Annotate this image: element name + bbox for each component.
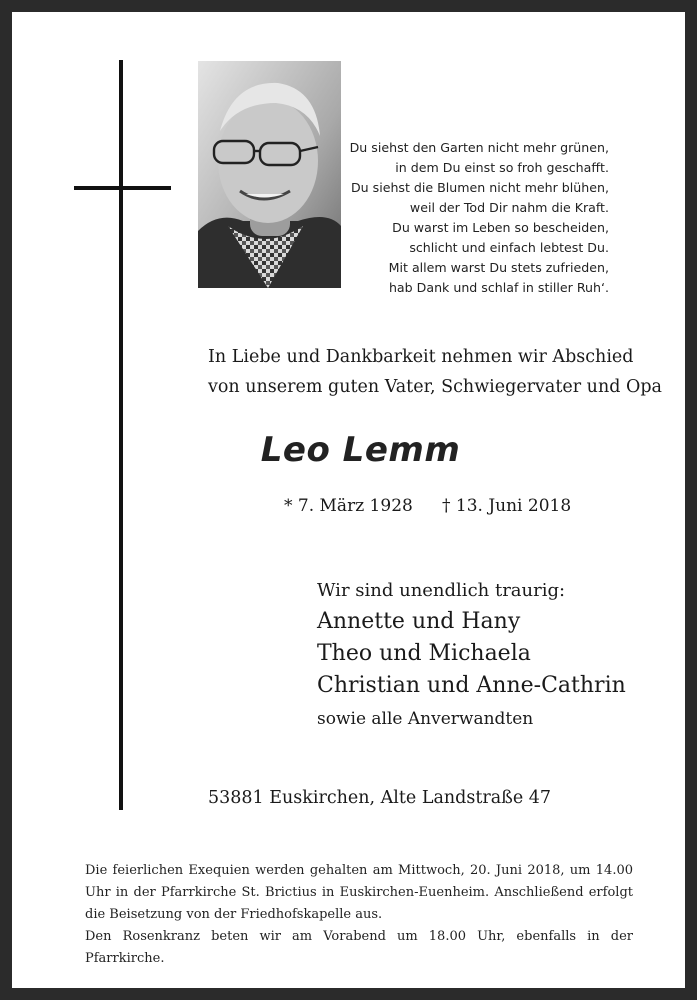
mourners-block [317, 576, 626, 734]
poem-line: weil der Tod Dir nahm die Kraft. [409, 200, 609, 215]
poem-line: in dem Du einst so froh geschafft. [395, 160, 609, 175]
farewell-intro [208, 342, 662, 402]
intro-line-2: von unserem guten Vater, Schwiegervater und Opa [208, 377, 662, 397]
deceased-name: Leo Lemm [260, 430, 461, 470]
poem-line: Mit allem warst Du stets zufrieden, [388, 260, 609, 275]
family-address: 53881 Euskirchen, Alte Landstraße 47 [208, 788, 552, 808]
poem-line: schlicht und einfach lebtest Du. [409, 240, 609, 255]
poem-line: Du siehst die Blumen nicht mehr blühen, [350, 180, 609, 195]
poem [279, 138, 609, 298]
cross-horizontal-bar [74, 186, 171, 190]
poem-line: Du siehst den Garten nicht mehr grünen, [349, 140, 609, 155]
funeral-notice [85, 860, 633, 970]
rosary-info: Den Rosenkranz beten wir am Vorabend um 18.00 Uhr, ebenfalls in der Pfarrkirche. [85, 929, 633, 966]
mourner-family: Annette und Hany [317, 609, 521, 634]
mourners-lead: Wir sind unendlich traurig: [317, 580, 566, 601]
death-date: † 13. Juni 2018 [442, 496, 572, 516]
poem-line: hab Dank und schlaf in stiller Ruh‘. [388, 280, 609, 295]
funeral-service-info: Die feierlichen Exequien werden gehalten am Mittwoch, 20. Juni 2018, um 14.00 Uhr in der Pfarrkirche St. Brictius in Euskirchen-Euenheim. Anschließend erfolgt die Beisetzung von der Friedhofskapelle aus. [85, 863, 633, 922]
mourner-family: Christian und Anne-Cathrin [317, 673, 626, 698]
birth-date: * 7. März 1928 [284, 496, 413, 516]
mourner-family: Theo und Michaela [317, 641, 531, 666]
poem-line: Du warst im Leben so bescheiden, [392, 220, 609, 235]
intro-line-1: In Liebe und Dankbarkeit nehmen wir Abschied [208, 347, 634, 367]
mourners-relatives: sowie alle Anverwandten [317, 709, 534, 729]
